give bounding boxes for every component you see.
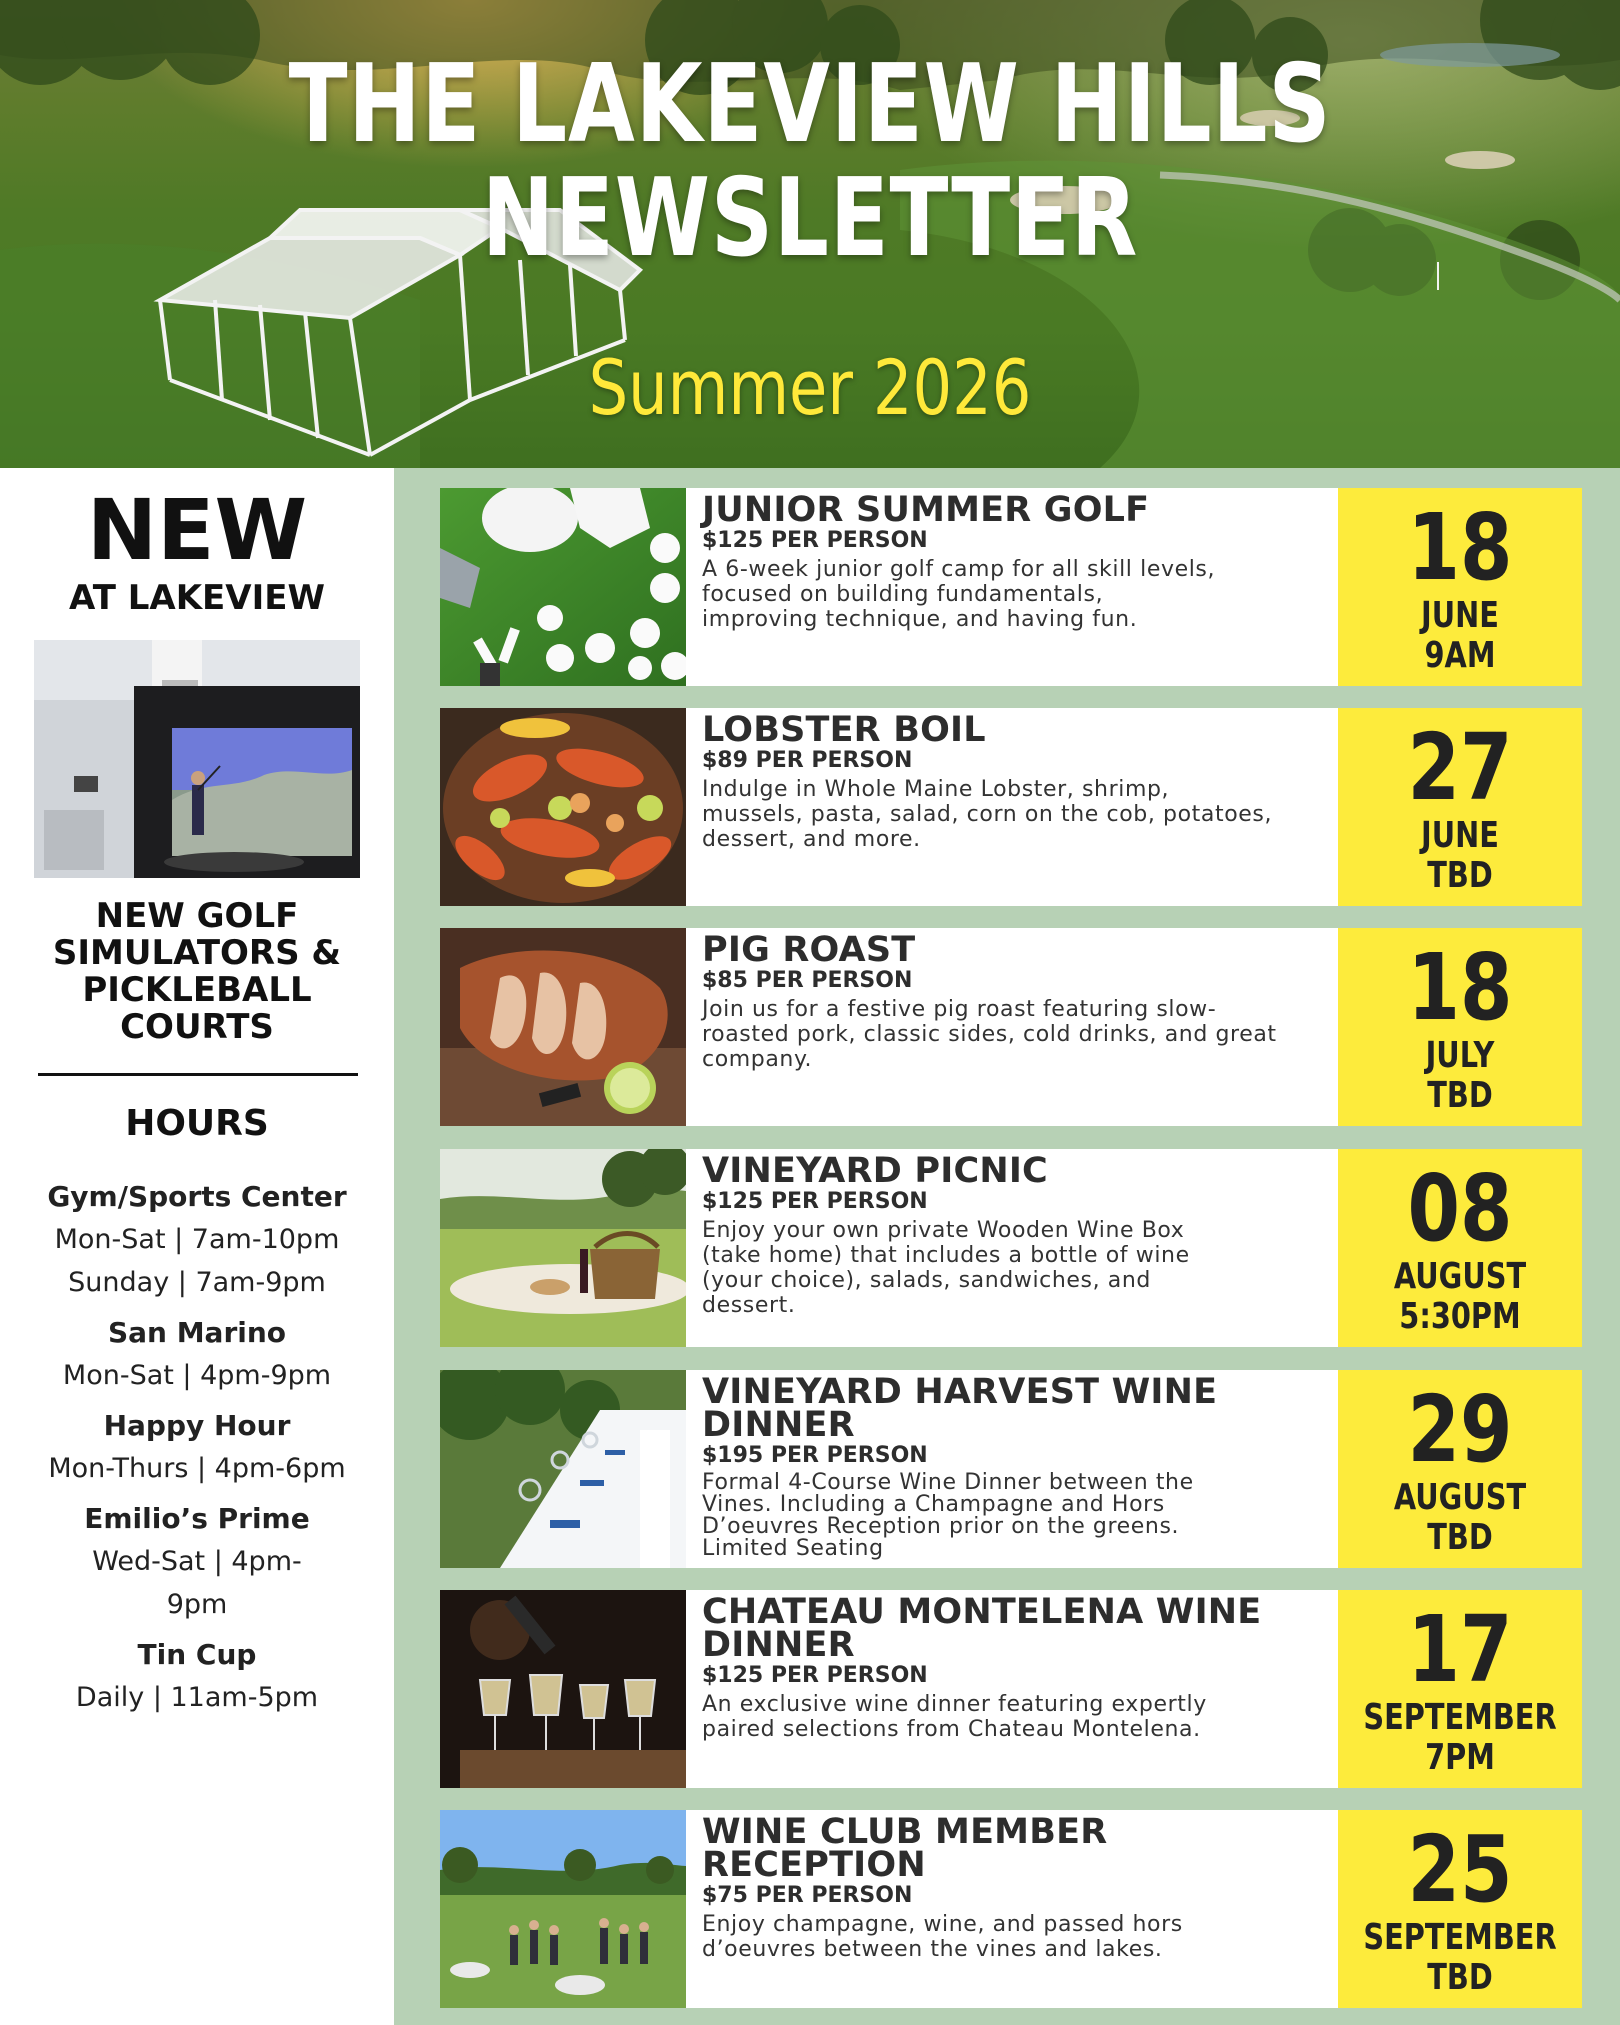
description-line: (take home) that includes a bottle of wine (702, 1243, 1190, 1268)
description-line: (your choice), salads, sandwiches, and (702, 1268, 1151, 1293)
event-date-box (1338, 1370, 1582, 1568)
event-day: 27 (1407, 714, 1513, 821)
event-price: $125 PER PERSON (702, 1189, 928, 1214)
venue-hours: Wed-Sat | 4pm- (92, 1546, 302, 1577)
newsletter-subtitle: Summer 2026 (588, 343, 1032, 432)
event-title (702, 1592, 1342, 1665)
event-date-box (1338, 1810, 1582, 2008)
event-date-box (1338, 708, 1582, 906)
event-month: JUNE (1421, 815, 1499, 856)
event-title: JUNIOR SUMMER GOLF (702, 490, 1150, 530)
event-description (702, 997, 1342, 1072)
hours-group-gym (10, 1176, 384, 1304)
hours-group-tin-cup (10, 1634, 384, 1719)
event-day: 08 (1407, 1155, 1513, 1262)
event-title-line: CHATEAU MONTELENA WINE (702, 1592, 1262, 1632)
venue-hours: Sunday | 7am-9pm (68, 1267, 326, 1298)
event-month: AUGUST (1393, 1477, 1527, 1518)
sidebar-divider (38, 1073, 358, 1076)
event-month: SEPTEMBER (1363, 1917, 1557, 1958)
event-title-line: VINEYARD HARVEST WINE (702, 1372, 1218, 1412)
description-line: A 6-week junior golf camp for all skill levels, (702, 557, 1216, 582)
hours-heading: HOURS (125, 1103, 269, 1144)
event-title-line: DINNER (702, 1625, 855, 1665)
wine-glasses-photo (440, 1590, 686, 1788)
event-info (702, 1372, 1342, 1561)
reception-crowd-photo (440, 1810, 686, 2008)
hours-list (10, 1168, 384, 1725)
description-line: company. (702, 1047, 813, 1072)
description-line: dessert, and more. (702, 827, 921, 852)
description-line: Enjoy champagne, wine, and passed hors (702, 1912, 1183, 1937)
venue-name: Tin Cup (137, 1638, 257, 1671)
hours-group-emilios-prime (10, 1498, 384, 1626)
description-line: paired selections from Chateau Montelena. (702, 1717, 1201, 1742)
description-line: d’oeuvres between the vines and lakes. (702, 1937, 1163, 1962)
wine-dinner-table-photo (440, 1370, 686, 1568)
feature-line-3: PICKLEBALL (82, 970, 312, 1010)
feature-line-4: COURTS (120, 1007, 274, 1047)
event-info (702, 930, 1342, 1072)
description-line: Formal 4-Course Wine Dinner between the (702, 1470, 1194, 1495)
event-day: 18 (1407, 494, 1513, 601)
pig-roast-photo (440, 928, 686, 1126)
event-description (702, 1692, 1342, 1742)
description-line: Enjoy your own private Wooden Wine Box (702, 1218, 1185, 1243)
event-info (702, 710, 1342, 852)
venue-hours: Daily | 11am-5pm (75, 1682, 319, 1713)
hours-group-san-marino (10, 1312, 384, 1397)
description-line: mussels, pasta, salad, corn on the cob, potatoes, (702, 802, 1273, 827)
event-month: JUNE (1421, 595, 1499, 636)
description-line: Limited Seating (702, 1536, 884, 1561)
event-price: $195 PER PERSON (702, 1443, 928, 1468)
feature-line-1: NEW GOLF (95, 896, 299, 936)
event-description (702, 1912, 1342, 1962)
event-day: 18 (1407, 934, 1513, 1041)
event-title-line: DINNER (702, 1405, 855, 1445)
venue-hours: 9pm (166, 1589, 228, 1620)
venue-name: Gym/Sports Center (47, 1180, 347, 1213)
event-info (702, 1812, 1342, 1962)
event-description (702, 1218, 1342, 1318)
event-description (702, 1472, 1342, 1560)
event-title: PIG ROAST (702, 930, 916, 970)
event-price: $89 PER PERSON (702, 748, 913, 773)
event-description (702, 557, 1342, 632)
title-line-1: THE LAKEVIEW HILLS (288, 42, 1332, 167)
event-card-junior-summer-golf (440, 488, 1582, 686)
event-time: 7PM (1425, 1737, 1495, 1778)
event-title: WINE CLUB MEMBER RECEPTION (702, 1812, 1108, 1885)
event-card-pig-roast (440, 928, 1582, 1126)
description-line: D’oeuvres Reception prior on the greens. (702, 1514, 1180, 1539)
event-price: $85 PER PERSON (702, 968, 913, 993)
event-date-box (1338, 1590, 1582, 1788)
venue-hours: Mon-Sat | 4pm-9pm (62, 1360, 332, 1391)
vineyard-picnic-photo (440, 1149, 686, 1347)
description-line: Vines. Including a Champagne and Hors (702, 1492, 1165, 1517)
venue-name: Happy Hour (103, 1409, 291, 1442)
event-info (702, 1151, 1342, 1318)
new-feature-text (20, 898, 374, 1046)
newsletter-header (0, 0, 1620, 468)
event-title: VINEYARD PICNIC (702, 1151, 1048, 1191)
event-title (702, 1372, 1342, 1445)
venue-name: Emilio’s Prime (84, 1502, 310, 1535)
event-title: LOBSTER BOIL (702, 710, 986, 750)
sidebar (0, 468, 394, 2025)
event-card-wine-club-member-reception (440, 1810, 1582, 2008)
description-line: Indulge in Whole Maine Lobster, shrimp, (702, 777, 1170, 802)
venue-hours: Mon-Thurs | 4pm-6pm (48, 1453, 346, 1484)
description-line: focused on building fundamentals, (702, 582, 1104, 607)
events-panel (394, 468, 1620, 2025)
golf-simulator-photo (34, 640, 360, 878)
event-info (702, 490, 1342, 632)
event-card-lobster-boil (440, 708, 1582, 906)
event-time: TBD (1427, 1517, 1493, 1558)
event-description (702, 777, 1342, 852)
event-price: $125 PER PERSON (702, 528, 928, 553)
hours-group-happy-hour (10, 1405, 384, 1490)
new-heading: NEW (86, 481, 308, 579)
event-day: 25 (1407, 1816, 1513, 1923)
event-date-box (1338, 928, 1582, 1126)
title-line-2: NEWSLETTER (481, 156, 1139, 281)
event-price: $125 PER PERSON (702, 1663, 928, 1688)
event-time: TBD (1427, 1075, 1493, 1116)
event-day: 29 (1407, 1376, 1513, 1483)
event-time: TBD (1427, 1957, 1493, 1998)
event-price: $75 PER PERSON (702, 1883, 913, 1908)
event-card-vineyard-harvest-wine-dinner (440, 1370, 1582, 1568)
event-info (702, 1592, 1342, 1742)
venue-hours: Mon-Sat | 7am-10pm (54, 1224, 340, 1255)
feature-line-2: SIMULATORS & (52, 933, 342, 973)
event-month: SEPTEMBER (1363, 1697, 1557, 1738)
event-month: AUGUST (1393, 1256, 1527, 1297)
event-date-box (1338, 1149, 1582, 1347)
event-time: TBD (1427, 855, 1493, 896)
event-month: JULY (1425, 1035, 1495, 1076)
lobster-boil-photo (440, 708, 686, 906)
event-time: 9AM (1424, 635, 1496, 676)
event-card-vineyard-picnic (440, 1149, 1582, 1347)
description-line: roasted pork, classic sides, cold drinks, and great (702, 1022, 1277, 1047)
venue-name: San Marino (107, 1316, 287, 1349)
description-line: improving technique, and having fun. (702, 607, 1138, 632)
golf-equipment-photo (440, 488, 686, 686)
event-time: 5:30PM (1399, 1296, 1521, 1337)
newsletter-title (162, 42, 1458, 281)
description-line: Join us for a festive pig roast featuring slow- (702, 997, 1217, 1022)
description-line: dessert. (702, 1293, 796, 1318)
event-date-box (1338, 488, 1582, 686)
event-card-chateau-montelena-wine-dinner (440, 1590, 1582, 1788)
event-day: 17 (1407, 1596, 1513, 1703)
description-line: An exclusive wine dinner featuring expertly (702, 1692, 1207, 1717)
new-subheading: AT LAKEVIEW (69, 578, 325, 618)
